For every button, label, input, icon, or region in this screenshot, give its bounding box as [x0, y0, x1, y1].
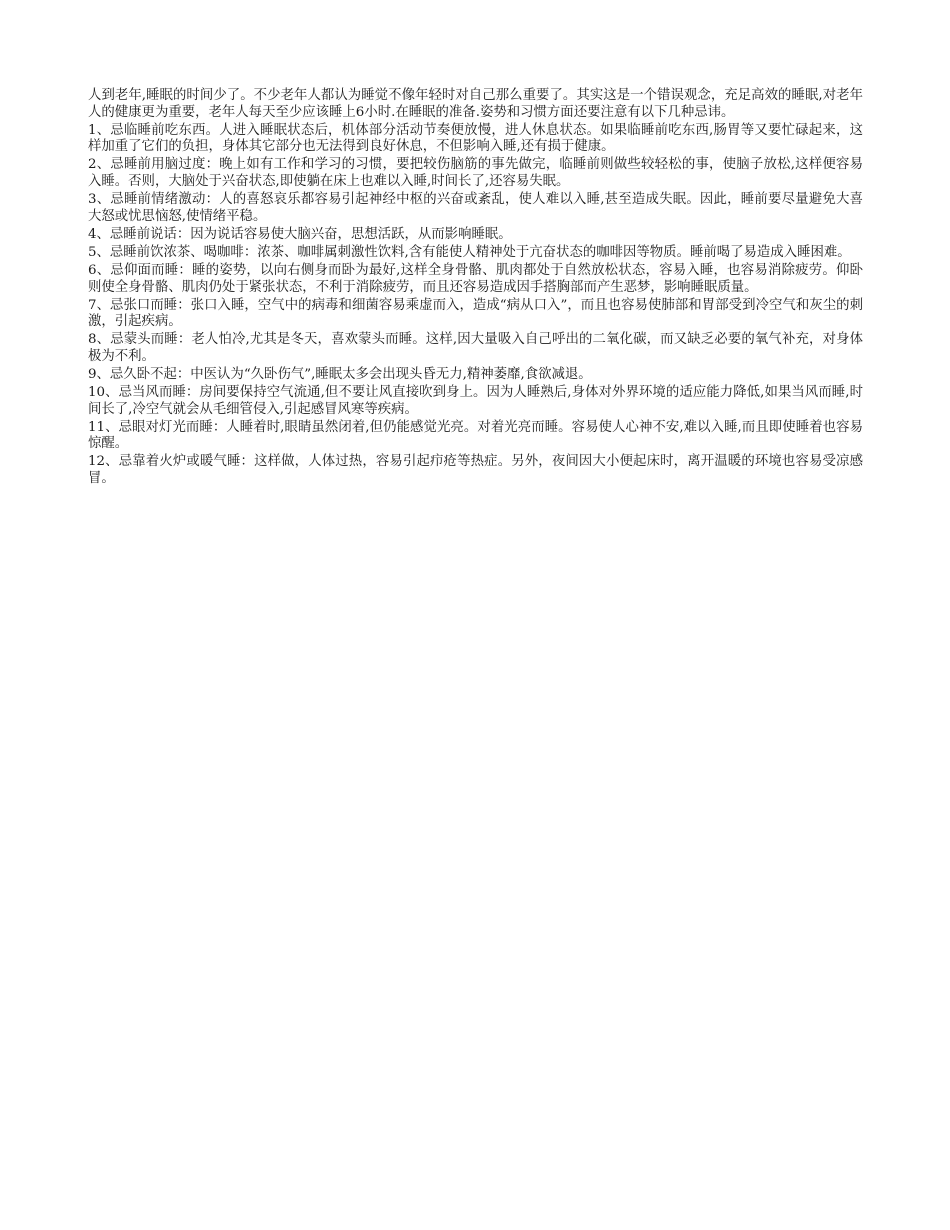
paragraph-item-9: 9、忌久卧不起：中医认为“久卧伤气”,睡眠太多会出现头昏无力,精神萎靡,食欲减退。	[88, 367, 592, 382]
paragraph-intro: 人到老年,睡眠的时间少了。不少老年人都认为睡觉不像年轻时对自己那么重要了。其实这是一个错误观念，充足高效的睡眠,对老年人的健康更为重要，老年人每天至少应该睡上6小时.在睡眠的准备.姿势和习惯方面还要注意有以下几种忌讳。	[88, 88, 863, 120]
paragraph-item-8: 8、忌蒙头而睡：老人怕冷,尤其是冬天，喜欢蒙头而睡。这样,因大量吸入自己呼出的二氧化碳，而又缺乏必要的氧气补充，对身体极为不利。	[88, 332, 863, 364]
paragraph-item-6: 6、忌仰面而睡：睡的姿势，以向右侧身而卧为最好,这样全身骨骼、肌肉都处于自然放松状态，容易入睡，也容易消除疲劳。仰卧则使全身骨骼、肌肉仍处于紧张状态，不利于消除疲劳，而且还容易造成因手搭胸部而产生恶梦，影响睡眠质量。	[88, 262, 863, 295]
document-body	[88, 88, 863, 489]
paragraph-item-10: 10、忌当风而睡：房间要保持空气流通,但不要让风直接吹到身上。因为人睡熟后,身体对外界环境的适应能力降低,如果当风而睡,时间长了,冷空气就会从毛细管侵入,引起感冒风寒等疾病。	[88, 385, 863, 417]
paragraph-item-11: 11、忌眼对灯光而睡：人睡着时,眼睛虽然闭着,但仍能感觉光亮。对着光亮而睡。容易使人心神不安,难以入睡,而且即使睡着也容易惊醒。	[88, 419, 863, 452]
paragraph-item-7: 7、忌张口而睡：张口入睡，空气中的病毒和细菌容易乘虚而入，造成“病从口入”，而且也容易使肺部和胃部受到冷空气和灰尘的刺激，引起疾病。	[88, 297, 863, 330]
paragraph-item-2: 2、忌睡前用脑过度：晚上如有工作和学习的习惯，要把较伤脑筋的事先做完，临睡前则做些较轻松的事，使脑子放松,这样便容易入睡。否则，大脑处于兴奋状态,即使躺在床上也难以入睡,时间长了,还容易失眠。	[88, 157, 863, 189]
paragraph-item-3: 3、忌睡前情绪激动：人的喜怒哀乐都容易引起神经中枢的兴奋或紊乱，使人难以入睡,甚至造成失眠。因此，睡前要尽量避免大喜大怒或忧思恼怒,使情绪平稳。	[88, 192, 863, 224]
paragraph-item-5: 5、忌睡前饮浓茶、喝咖啡：浓茶、咖啡属刺激性饮料,含有能使人精神处于亢奋状态的咖啡因等物质。睡前喝了易造成入睡困难。	[88, 244, 851, 260]
paragraph-item-12: 12、忌靠着火炉或暖气睡：这样做，人体过热，容易引起疖疮等热症。另外，夜间因大小便起床时，离开温暖的环境也容易受凉感冒。	[88, 454, 863, 487]
paragraph-item-4: 4、忌睡前说话：因为说话容易使大脑兴奋，思想活跃，从而影响睡眠。	[88, 226, 512, 242]
paragraph-item-1: 1、忌临睡前吃东西。人进入睡眠状态后，机体部分活动节奏便放慢，进人休息状态。如果临睡前吃东西,肠胃等又要忙碌起来，这样加重了它们的负担，身体其它部分也无法得到良好休息，不但影响入睡,还有损于健康。	[88, 122, 863, 155]
